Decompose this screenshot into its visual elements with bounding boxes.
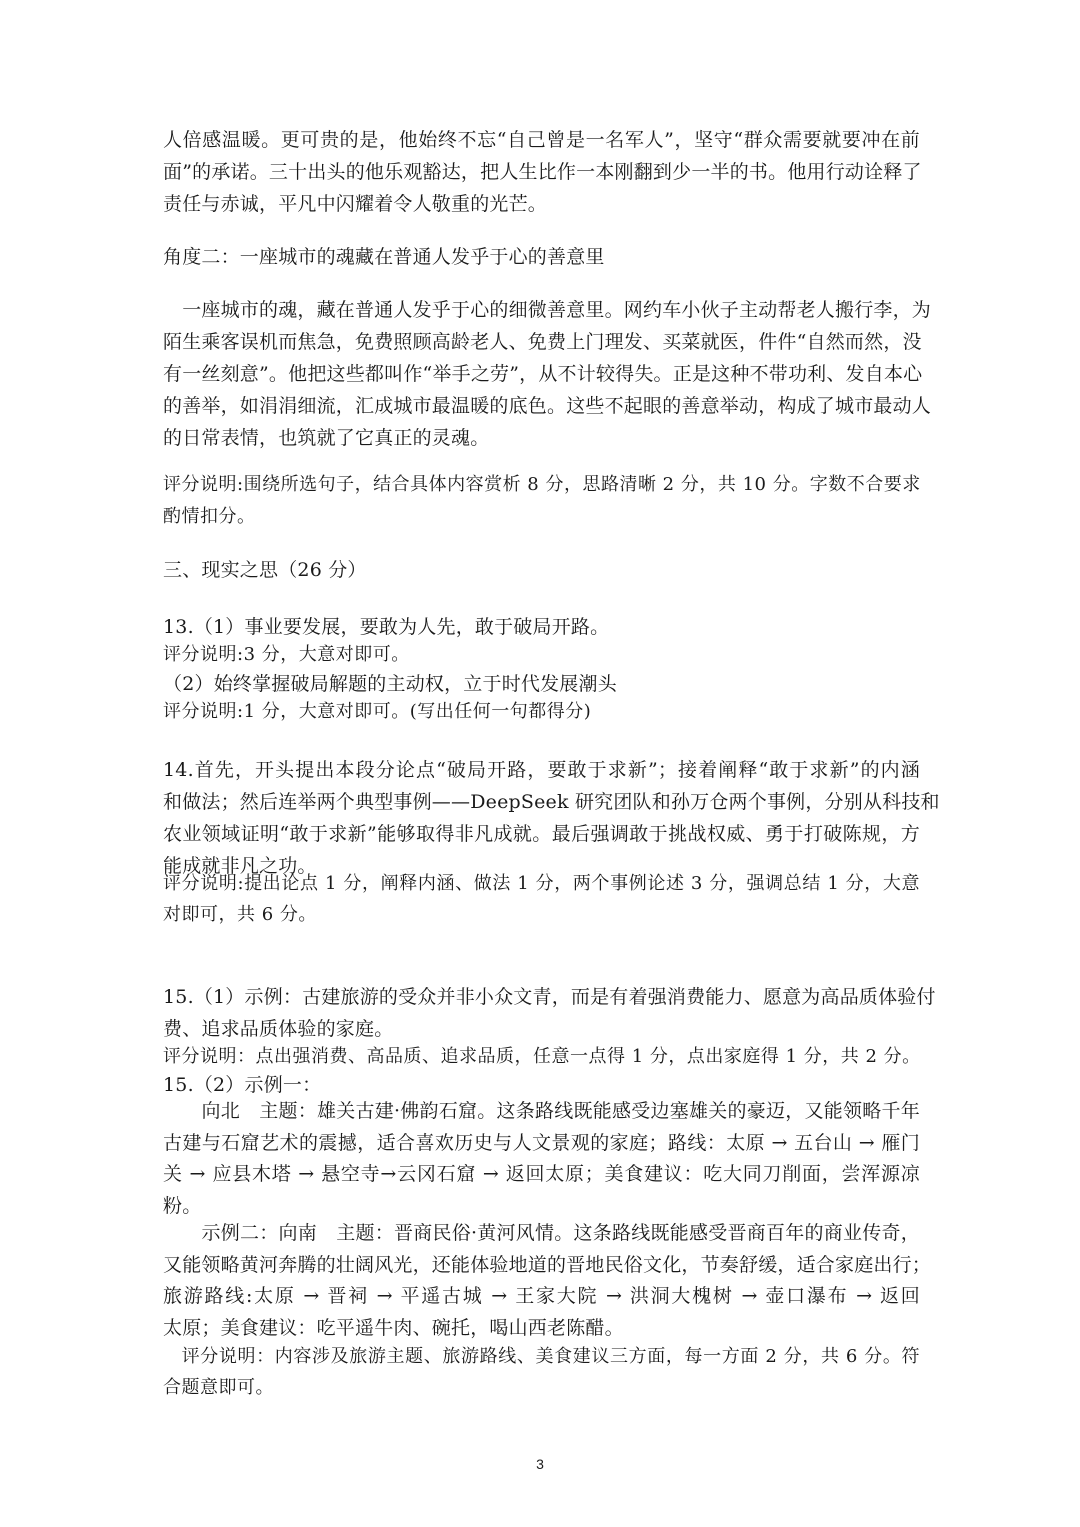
scoring-note: 合题意即可。 bbox=[163, 1377, 274, 1398]
answer-line: 14.首先，开头提出本段分论点“破局开路，要敢于求新”；接着阐释“敢于求新”的内涵 bbox=[163, 759, 920, 781]
scoring-note: 酌情扣分。 bbox=[163, 506, 256, 527]
scoring-note: 评分说明：点出强消费、高品质、追求品质，任意一点得 1 分，点出家庭得 1 分，共 2 分。 bbox=[163, 1046, 921, 1067]
answer-line: 向北 主题：雄关古建·佛韵石窟。这条路线既能感受边塞雄关的豪迈，又能领略千年 bbox=[163, 1100, 920, 1122]
scoring-note: 评分说明：内容涉及旅游主题、旅游路线、美食建议三方面，每一方面 2 分，共 6 分。符 bbox=[163, 1346, 920, 1367]
scoring-note: 评分说明:1 分，大意对即可。(写出任何一句都得分) bbox=[163, 701, 592, 722]
answer-line: （2）始终掌握破局解题的主动权，立于时代发展潮头 bbox=[163, 673, 617, 695]
scoring-note: 对即可，共 6 分。 bbox=[163, 904, 317, 925]
section-heading: 三、现实之思（26 分） bbox=[163, 559, 367, 581]
paragraph-line: 的日常表情，也筑就了它真正的灵魂。 bbox=[163, 427, 490, 449]
paragraph-line: 人倍感温暖。更可贵的是，他始终不忘“自己曾是一名军人”，坚守“群众需要就要冲在前 bbox=[163, 129, 920, 151]
answer-line: 粉。 bbox=[163, 1195, 202, 1217]
answer-line: 关 → 应县木塔 → 悬空寺→云冈石窟 → 返回太原；美食建议：吃大同刀削面，尝浑源凉 bbox=[163, 1163, 920, 1185]
paragraph-line: 有一丝刻意”。他把这些都叫作“举手之劳”，从不计较得失。正是这种不带功利、发自本心 bbox=[163, 363, 923, 385]
answer-line: 古建与石窟艺术的震撼，适合喜欢历史与人文景观的家庭；路线：太原 → 五台山 → 雁门 bbox=[163, 1132, 920, 1154]
answer-line: 旅游路线:太原 → 晋祠 → 平遥古城 → 王家大院 → 洪洞大槐树 → 壶口瀑布 → 返回 bbox=[163, 1285, 920, 1307]
answer-line: 能成就非凡之功。 bbox=[163, 855, 317, 877]
answer-line: 农业领域证明“敢于求新”能够取得非凡成就。最后强调敢于挑战权威、勇于打破陈规，方 bbox=[163, 823, 920, 845]
paragraph-line: 一座城市的魂，藏在普通人发乎于心的细微善意里。网约车小伙子主动帮老人搬行李，为 bbox=[163, 299, 932, 321]
answer-line: 示例二：向南 主题：晋商民俗·黄河风情。这条路线既能感受晋商百年的商业传奇， bbox=[163, 1222, 920, 1244]
scoring-note: 评分说明:3 分，大意对即可。 bbox=[163, 644, 410, 665]
paragraph-line: 陌生乘客误机而焦急，免费照顾高龄老人、免费上门理发、买菜就医，件件“自然而然，没 bbox=[163, 331, 922, 353]
answer-line: 费、追求品质体验的家庭。 bbox=[163, 1018, 394, 1040]
paragraph-line: 的善举，如涓涓细流，汇成城市最温暖的底色。这些不起眼的善意举动，构成了城市最动人 bbox=[163, 395, 932, 417]
page-number: 3 bbox=[536, 1456, 544, 1472]
paragraph-line: 责任与赤诚，平凡中闪耀着令人敬重的光芒。 bbox=[163, 193, 548, 215]
answer-line: 13.（1）事业要发展，要敢为人先，敢于破局开路。 bbox=[163, 616, 610, 638]
scoring-note: 评分说明:提出论点 1 分，阐释内涵、做法 1 分，两个事例论述 3 分，强调总结 1 分，大意 bbox=[163, 873, 920, 894]
answer-line: 太原；美食建议：吃平遥牛肉、碗托，喝山西老陈醋。 bbox=[163, 1317, 624, 1339]
answer-line: 15.（1）示例：古建旅游的受众并非小众文青，而是有着强消费能力、愿意为高品质体验付 bbox=[163, 986, 936, 1008]
answer-line: 又能领略黄河奔腾的壮阔风光，还能体验地道的晋地民俗文化，节奏舒缓，适合家庭出行； bbox=[163, 1254, 932, 1276]
answer-line: 15.（2）示例一： bbox=[163, 1074, 322, 1096]
answer-line: 和做法；然后连举两个典型事例——DeepSeek 研究团队和孙万仓两个事例，分别从科技和 bbox=[163, 791, 940, 813]
section-heading: 角度二：一座城市的魂藏在普通人发乎于心的善意里 bbox=[163, 246, 605, 268]
paragraph-line: 面”的承诺。三十出头的他乐观豁达，把人生比作一本刚翻到少一半的书。他用行动诠释了 bbox=[163, 161, 922, 183]
scoring-note: 评分说明:围绕所选句子，结合具体内容赏析 8 分，思路清晰 2 分，共 10 分。字数不合要求 bbox=[163, 474, 921, 495]
